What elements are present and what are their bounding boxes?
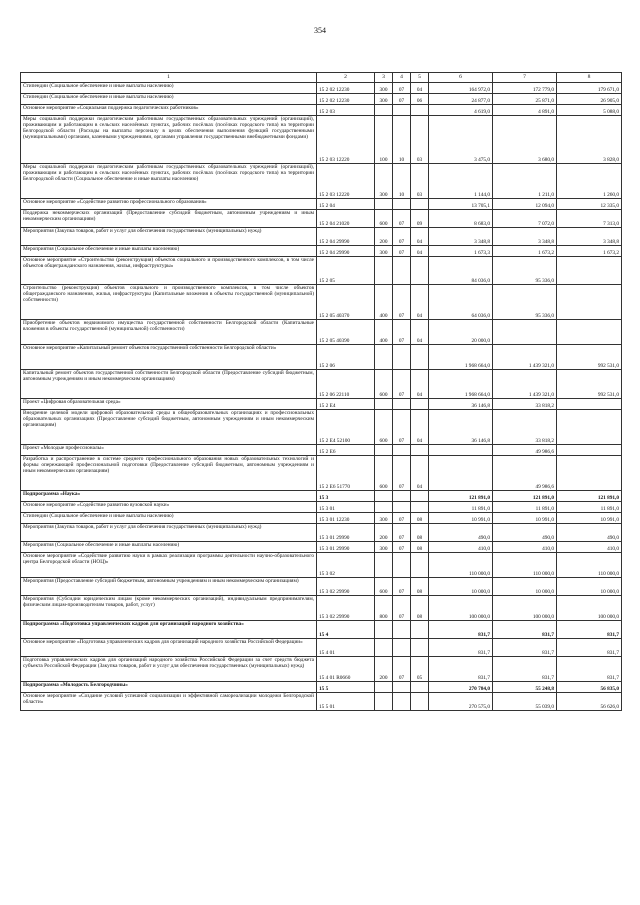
row-value-2023-cell: 410,0 xyxy=(557,542,622,553)
row-value-2022-cell: 1 439 321,0 xyxy=(493,345,557,370)
row-col3-cell: 600 xyxy=(375,410,393,445)
row-value-2022-cell: 55 039,0 xyxy=(493,693,557,711)
row-name-cell: Мероприятия (Социальное обеспечение и иные выплаты населению) xyxy=(21,246,317,257)
table-row xyxy=(21,445,622,456)
header-cell: 5 xyxy=(411,73,429,83)
row-name-cell: Основное мероприятие «Капитальный ремонт объектов государственной собственности Белгородской области» xyxy=(21,345,317,370)
row-value-2021-cell: 121 891,0 xyxy=(429,491,493,502)
row-code-cell: 15 2 06 xyxy=(317,345,375,370)
row-value-2022-cell: 95 336,0 xyxy=(493,257,557,285)
row-value-2023-cell: 56 835,0 xyxy=(557,682,622,693)
row-code-cell: 15 2 03 12220 xyxy=(317,164,375,199)
row-col5-cell: 03 xyxy=(411,164,429,199)
row-code-cell: 15 2 E6 xyxy=(317,445,375,456)
row-col5-cell: 08 xyxy=(411,524,429,542)
row-value-2021-cell: 410,0 xyxy=(429,542,493,553)
table-row xyxy=(21,285,622,320)
table-row xyxy=(21,621,622,639)
row-value-2022-cell: 172 779,0 xyxy=(493,83,557,94)
row-value-2022-cell: 4 891,0 xyxy=(493,105,557,116)
row-name-cell: Основное мероприятие «Содействие развитию вузовской науки» xyxy=(21,502,317,513)
row-col3-cell xyxy=(375,553,393,578)
row-value-2022-cell: 10 991,0 xyxy=(493,513,557,524)
row-value-2023-cell xyxy=(557,285,622,320)
row-value-2022-cell: 831,7 xyxy=(493,639,557,657)
row-col4-cell: 07 xyxy=(393,410,411,445)
row-col4-cell: 07 xyxy=(393,228,411,246)
row-value-2021-cell: 24 877,0 xyxy=(429,94,493,105)
row-col4-cell: 07 xyxy=(393,285,411,320)
table-row xyxy=(21,399,622,410)
row-col3-cell: 200 xyxy=(375,524,393,542)
header-cell: 8 xyxy=(557,73,622,83)
row-value-2023-cell: 100 000,0 xyxy=(557,596,622,621)
header-cell: 6 xyxy=(429,73,493,83)
row-value-2023-cell: 56 626,0 xyxy=(557,693,622,711)
row-col3-cell: 300 xyxy=(375,513,393,524)
row-name-cell: Мероприятия (Закупка товаров, работ и услуг для обеспечения государственных (муниципальных) нужд) xyxy=(21,228,317,246)
row-col5-cell: 08 xyxy=(411,578,429,596)
table-row xyxy=(21,257,622,285)
table-row xyxy=(21,578,622,596)
row-value-2021-cell: 831,7 xyxy=(429,657,493,682)
row-value-2021-cell: 20 000,0 xyxy=(429,320,493,345)
row-value-2022-cell: 100 000,0 xyxy=(493,596,557,621)
row-value-2021-cell: 84 036,0 xyxy=(429,257,493,285)
row-name-cell: Основное мероприятие «Социальная поддержка педагогических работников» xyxy=(21,105,317,116)
row-name-cell: Разработка и распространение в системе среднего профессионального образования новых образовательных технологий и формы опережающей профессиональной подготовки (Предоставление субсидий бюджетным, автономным учреждениям и иным некоммерческим организациям) xyxy=(21,456,317,491)
row-name-cell: Строительство (реконструкция) объектов социального и производственного комплексов, в том числе объектов общегражданского назначения, жилья, инфраструктуры (Капитальные вложения в объекты государственной (муниципальной) собственности) xyxy=(21,285,317,320)
row-value-2023-cell: 1 260,0 xyxy=(557,164,622,199)
row-name-cell: Основное мероприятие «Подготовка управленческих кадров для организаций народного хозяйства Российской Федерации» xyxy=(21,639,317,657)
row-value-2021-cell: 270 784,0 xyxy=(429,682,493,693)
row-code-cell: 15 3 02 xyxy=(317,553,375,578)
row-col5-cell: 08 xyxy=(411,542,429,553)
row-code-cell: 15 2 04 29990 xyxy=(317,228,375,246)
row-value-2021-cell: 64 036,0 xyxy=(429,285,493,320)
header-cell: 7 xyxy=(493,73,557,83)
row-col4-cell xyxy=(393,105,411,116)
table-row xyxy=(21,682,622,693)
table-row xyxy=(21,513,622,524)
row-name-cell: Меры социальной поддержки педагогическим работникам государственных образовательных учреждений (организаций), проживающим и работающим в сельских населённых пунктах, рабочих посёлках (посёлках городского типа) на территории Белгородской области (Расходы на выплаты персоналу в целях обеспечения выполнения функций государственными (муниципальными) органами, казенными учреждениями, органами управления государственными внебюджетными фондами) xyxy=(21,116,317,164)
row-value-2021-cell: 164 972,0 xyxy=(429,83,493,94)
row-name-cell: Приобретение объектов недвижимого имущества государственной собственности Белгородской области (Капитальные вложения в объекты государственной (муниципальной) собственности) xyxy=(21,320,317,345)
row-code-cell: 15 2 02 12230 xyxy=(317,83,375,94)
row-col5-cell: 09 xyxy=(411,210,429,228)
table-row xyxy=(21,370,622,399)
table-row xyxy=(21,639,622,657)
row-value-2022-cell: 33 818,2 xyxy=(493,410,557,445)
row-name-cell: Стипендии (Социальное обеспечение и иные выплаты населению) xyxy=(21,513,317,524)
row-name-cell: Капитальный ремонт объектов государственной собственности Белгородской области (Предоставление субсидий бюджетным, автономным учреждениям и иным некоммерческим организациям) xyxy=(21,370,317,399)
row-value-2021-cell: 10 000,0 xyxy=(429,578,493,596)
row-col5-cell: 04 xyxy=(411,285,429,320)
table-row xyxy=(21,83,622,94)
table-row xyxy=(21,345,622,370)
row-value-2022-cell: 831,7 xyxy=(493,657,557,682)
row-col3-cell: 200 xyxy=(375,228,393,246)
row-col5-cell xyxy=(411,682,429,693)
row-col5-cell: 04 xyxy=(411,320,429,345)
row-value-2021-cell: 36 146,8 xyxy=(429,410,493,445)
row-col4-cell: 10 xyxy=(393,116,411,164)
row-value-2023-cell: 110 000,0 xyxy=(557,553,622,578)
row-col4-cell: 07 xyxy=(393,320,411,345)
row-col3-cell xyxy=(375,257,393,285)
row-name-cell: Основное мероприятие «Содействие развитию профессионального образования» xyxy=(21,199,317,210)
row-value-2021-cell: 1 144,0 xyxy=(429,164,493,199)
row-code-cell: 15 2 04 21020 xyxy=(317,210,375,228)
row-col4-cell: 07 xyxy=(393,246,411,257)
row-col5-cell: 06 xyxy=(411,94,429,105)
header-cell: 1 xyxy=(21,73,317,83)
row-code-cell: 15 2 05 40390 xyxy=(317,320,375,345)
row-value-2023-cell: 831,7 xyxy=(557,621,622,639)
row-col5-cell xyxy=(411,105,429,116)
row-col5-cell: 04 xyxy=(411,370,429,399)
row-col5-cell xyxy=(411,199,429,210)
row-col3-cell xyxy=(375,621,393,639)
row-value-2023-cell: 3 828,0 xyxy=(557,116,622,164)
row-col3-cell xyxy=(375,445,393,456)
row-col4-cell: 07 xyxy=(393,578,411,596)
table-row xyxy=(21,491,622,502)
row-value-2022-cell: 121 891,0 xyxy=(493,491,557,502)
row-col5-cell xyxy=(411,502,429,513)
row-code-cell: 15 2 03 xyxy=(317,105,375,116)
row-col3-cell xyxy=(375,199,393,210)
row-code-cell: 15 2 E4 52100 xyxy=(317,410,375,445)
row-value-2023-cell: 12 335,0 xyxy=(557,199,622,210)
row-col4-cell xyxy=(393,553,411,578)
row-col5-cell: 04 xyxy=(411,228,429,246)
row-code-cell: 15 4 xyxy=(317,621,375,639)
row-name-cell: Меры социальной поддержки педагогическим работникам государственных образовательных учреждений (организаций), проживающим и работающим в сельских населённых пунктах, рабочих посёлках (посёлках городского типа) на территории Белгородской области (Социальное обеспечение и иные выплаты населению) xyxy=(21,164,317,199)
row-value-2023-cell xyxy=(557,410,622,445)
row-code-cell: 15 2 02 12230 xyxy=(317,94,375,105)
row-col5-cell xyxy=(411,491,429,502)
table-row xyxy=(21,596,622,621)
row-col4-cell: 07 xyxy=(393,524,411,542)
row-col3-cell xyxy=(375,502,393,513)
row-code-cell: 15 2 04 29990 xyxy=(317,246,375,257)
row-col4-cell xyxy=(393,639,411,657)
row-value-2022-cell: 1 211,0 xyxy=(493,164,557,199)
row-col5-cell xyxy=(411,553,429,578)
row-col3-cell: 300 xyxy=(375,164,393,199)
row-value-2022-cell: 49 986,6 xyxy=(493,456,557,491)
row-code-cell: 15 2 05 xyxy=(317,257,375,285)
table-row xyxy=(21,553,622,578)
row-col3-cell xyxy=(375,105,393,116)
row-value-2022-cell: 490,0 xyxy=(493,524,557,542)
row-col4-cell xyxy=(393,257,411,285)
row-value-2021-cell: 831,7 xyxy=(429,621,493,639)
row-value-2022-cell: 410,0 xyxy=(493,542,557,553)
row-col3-cell: 300 xyxy=(375,542,393,553)
row-col3-cell: 100 xyxy=(375,116,393,164)
row-value-2022-cell: 3 680,0 xyxy=(493,116,557,164)
row-value-2023-cell: 179 671,0 xyxy=(557,83,622,94)
row-code-cell: 15 3 01 12230 xyxy=(317,513,375,524)
table-row xyxy=(21,228,622,246)
row-col4-cell xyxy=(393,682,411,693)
row-col4-cell xyxy=(393,445,411,456)
row-col3-cell: 200 xyxy=(375,657,393,682)
row-code-cell: 15 5 01 xyxy=(317,693,375,711)
row-value-2021-cell: 490,0 xyxy=(429,524,493,542)
row-code-cell: 15 3 02 29990 xyxy=(317,578,375,596)
row-col4-cell: 07 xyxy=(393,370,411,399)
row-name-cell: Стипендии (Социальное обеспечение и иные выплаты населению) xyxy=(21,94,317,105)
row-col3-cell xyxy=(375,345,393,370)
row-col4-cell xyxy=(393,693,411,711)
row-col3-cell: 600 xyxy=(375,210,393,228)
row-value-2022-cell: 831,7 xyxy=(493,621,557,639)
header-cell: 2 xyxy=(317,73,375,83)
row-name-cell: Подготовка управленческих кадров для организаций народного хозяйства Российской Федерации за счет средств бюджета субъекта Российской Федерации (Закупка товаров, работ и услуг для обеспечения государственных (муниципальных) нужд) xyxy=(21,657,317,682)
table-row xyxy=(21,410,622,445)
table-row xyxy=(21,199,622,210)
row-value-2021-cell: 100 000,0 xyxy=(429,596,493,621)
row-col3-cell xyxy=(375,639,393,657)
row-value-2021-cell: 8 683,0 xyxy=(429,210,493,228)
row-value-2022-cell: 10 000,0 xyxy=(493,578,557,596)
row-col4-cell xyxy=(393,621,411,639)
row-col5-cell xyxy=(411,345,429,370)
table-row xyxy=(21,657,622,682)
row-col5-cell: 04 xyxy=(411,83,429,94)
table-row xyxy=(21,210,622,228)
row-name-cell: Стипендии (Социальное обеспечение и иные выплаты населению) xyxy=(21,83,317,94)
row-col4-cell: 07 xyxy=(393,657,411,682)
row-value-2023-cell: 121 891,0 xyxy=(557,491,622,502)
row-col5-cell xyxy=(411,693,429,711)
row-col3-cell: 300 xyxy=(375,94,393,105)
row-col5-cell: 04 xyxy=(411,410,429,445)
row-code-cell: 15 2 05 40370 xyxy=(317,285,375,320)
row-value-2021-cell: 1 673,3 xyxy=(429,246,493,257)
table-header-row xyxy=(21,73,622,83)
row-col4-cell: 07 xyxy=(393,210,411,228)
table-row xyxy=(21,693,622,711)
table-row xyxy=(21,246,622,257)
row-name-cell: Внедрение целевой модели цифровой образовательной среды в общеобразовательных организациях и профессиональных образовательных организациях (Предоставление субсидий бюджетным, автономным учреждениям и иным некоммерческим организациям) xyxy=(21,410,317,445)
row-value-2022-cell xyxy=(493,320,557,345)
row-value-2023-cell: 10 991,0 xyxy=(557,513,622,524)
row-value-2021-cell: 3 348,8 xyxy=(429,228,493,246)
row-value-2022-cell: 55 248,8 xyxy=(493,682,557,693)
row-col4-cell: 07 xyxy=(393,94,411,105)
table-row xyxy=(21,116,622,164)
row-code-cell: 15 2 03 12220 xyxy=(317,116,375,164)
row-value-2022-cell: 12 094,0 xyxy=(493,199,557,210)
table-row xyxy=(21,320,622,345)
row-value-2021-cell: 1 968 664,0 xyxy=(429,370,493,399)
row-name-cell: Мероприятия (Субсидии юридическим лицам (кроме некоммерческих организаций), индивидуальным предпринимателям, физическим лицам-производителям товаров, работ, услуг) xyxy=(21,596,317,621)
row-code-cell: 15 3 01 29990 xyxy=(317,524,375,542)
row-value-2023-cell xyxy=(557,456,622,491)
row-col3-cell: 600 xyxy=(375,578,393,596)
row-col5-cell: 08 xyxy=(411,596,429,621)
row-col4-cell: 10 xyxy=(393,164,411,199)
row-code-cell: 15 2 04 xyxy=(317,199,375,210)
row-value-2022-cell: 33 818,2 xyxy=(493,399,557,410)
table-row xyxy=(21,542,622,553)
row-code-cell: 15 4 01 R0660 xyxy=(317,657,375,682)
table-row xyxy=(21,94,622,105)
row-value-2023-cell: 7 313,0 xyxy=(557,210,622,228)
row-value-2021-cell: 4 619,0 xyxy=(429,105,493,116)
row-col3-cell xyxy=(375,399,393,410)
row-code-cell: 15 2 E6 51770 xyxy=(317,456,375,491)
row-col3-cell: 600 xyxy=(375,456,393,491)
row-col4-cell xyxy=(393,345,411,370)
row-value-2023-cell: 5 088,0 xyxy=(557,105,622,116)
row-code-cell: 15 4 01 xyxy=(317,639,375,657)
row-code-cell: 15 3 xyxy=(317,491,375,502)
table-row xyxy=(21,524,622,542)
row-col4-cell xyxy=(393,399,411,410)
row-value-2023-cell: 10 000,0 xyxy=(557,578,622,596)
row-value-2023-cell: 3 348,8 xyxy=(557,228,622,246)
row-col3-cell: 400 xyxy=(375,320,393,345)
row-value-2022-cell: 7 072,0 xyxy=(493,210,557,228)
row-value-2023-cell: 831,7 xyxy=(557,657,622,682)
row-name-cell: Мероприятия (Предоставление субсидий бюджетным, автономным учреждениям и иным некоммерческим организациям) xyxy=(21,578,317,596)
header-cell: 3 xyxy=(375,73,393,83)
row-name-cell: Мероприятия (Закупка товаров, работ и услуг для обеспечения государственных (муниципальных) нужд) xyxy=(21,524,317,542)
row-col4-cell: 07 xyxy=(393,513,411,524)
row-value-2021-cell: 270 575,0 xyxy=(429,693,493,711)
row-value-2021-cell: 10 991,0 xyxy=(429,513,493,524)
row-code-cell: 15 3 01 xyxy=(317,502,375,513)
row-col4-cell: 07 xyxy=(393,83,411,94)
row-name-cell: Подпрограмма «Молодость Белгородчины» xyxy=(21,682,317,693)
row-value-2023-cell: 26 905,0 xyxy=(557,94,622,105)
row-col5-cell xyxy=(411,445,429,456)
row-name-cell: Проект «Цифровая образовательная среда» xyxy=(21,399,317,410)
row-code-cell: 15 2 E4 xyxy=(317,399,375,410)
row-value-2021-cell: 36 146,8 xyxy=(429,399,493,410)
row-value-2022-cell: 1 439 321,0 xyxy=(493,370,557,399)
row-value-2021-cell: 13 705,1 xyxy=(429,199,493,210)
row-value-2022-cell: 3 348,8 xyxy=(493,228,557,246)
row-value-2023-cell: 831,7 xyxy=(557,639,622,657)
table-row xyxy=(21,456,622,491)
row-name-cell: Подпрограмма «Подготовка управленческих кадров для организаций народного хозяйства» xyxy=(21,621,317,639)
row-col5-cell: 03 xyxy=(411,116,429,164)
row-value-2023-cell xyxy=(557,257,622,285)
row-col3-cell xyxy=(375,693,393,711)
row-col5-cell: 08 xyxy=(411,513,429,524)
row-name-cell: Основное мероприятие «Строительство (реконструкция) объектов социального и производственного комплексов, в том числе объектов общегражданского назначения, жилья, инфраструктуры» xyxy=(21,257,317,285)
row-value-2022-cell: 11 891,0 xyxy=(493,502,557,513)
row-value-2021-cell: 1 968 664,0 xyxy=(429,345,493,370)
row-value-2023-cell xyxy=(557,399,622,410)
row-name-cell: Основное мероприятие «Создание условий успешной социализации и эффективной самореализации молодежи Белгородской области» xyxy=(21,693,317,711)
row-code-cell: 15 5 xyxy=(317,682,375,693)
row-col3-cell: 400 xyxy=(375,285,393,320)
row-col3-cell xyxy=(375,491,393,502)
row-value-2023-cell xyxy=(557,445,622,456)
row-value-2022-cell: 110 000,0 xyxy=(493,553,557,578)
row-value-2023-cell: 490,0 xyxy=(557,524,622,542)
row-col5-cell: 04 xyxy=(411,246,429,257)
row-code-cell: 15 2 06 22110 xyxy=(317,370,375,399)
row-col3-cell xyxy=(375,682,393,693)
row-col3-cell: 800 xyxy=(375,596,393,621)
row-value-2023-cell xyxy=(557,320,622,345)
row-value-2023-cell: 11 891,0 xyxy=(557,502,622,513)
row-value-2022-cell: 95 336,0 xyxy=(493,285,557,320)
table-row xyxy=(21,502,622,513)
row-col5-cell xyxy=(411,399,429,410)
row-col5-cell: 04 xyxy=(411,456,429,491)
row-value-2023-cell: 992 531,0 xyxy=(557,345,622,370)
row-value-2022-cell: 49 986,6 xyxy=(493,445,557,456)
table-row xyxy=(21,164,622,199)
row-name-cell: Основное мероприятие «Содействие развитию науки в рамках реализации программы деятельности научно-образовательного центра Белгородской области (НОЦ)» xyxy=(21,553,317,578)
row-col5-cell xyxy=(411,621,429,639)
row-col3-cell: 300 xyxy=(375,83,393,94)
row-col4-cell xyxy=(393,199,411,210)
row-code-cell: 15 3 02 29990 xyxy=(317,596,375,621)
row-col5-cell xyxy=(411,257,429,285)
row-col3-cell: 600 xyxy=(375,370,393,399)
row-value-2021-cell xyxy=(429,445,493,456)
row-value-2021-cell xyxy=(429,456,493,491)
row-col4-cell: 07 xyxy=(393,542,411,553)
row-col4-cell: 07 xyxy=(393,456,411,491)
row-col5-cell xyxy=(411,639,429,657)
budget-table xyxy=(20,72,622,711)
row-col5-cell: 05 xyxy=(411,657,429,682)
page-number: 354 xyxy=(314,26,326,35)
row-value-2021-cell: 11 891,0 xyxy=(429,502,493,513)
row-col3-cell: 300 xyxy=(375,246,393,257)
header-cell: 4 xyxy=(393,73,411,83)
row-col4-cell xyxy=(393,502,411,513)
row-value-2021-cell: 110 000,0 xyxy=(429,553,493,578)
row-col4-cell xyxy=(393,491,411,502)
row-value-2022-cell: 1 673,2 xyxy=(493,246,557,257)
row-col4-cell: 07 xyxy=(393,596,411,621)
row-value-2021-cell: 831,7 xyxy=(429,639,493,657)
row-value-2021-cell: 3 475,0 xyxy=(429,116,493,164)
row-value-2023-cell: 1 673,2 xyxy=(557,246,622,257)
row-value-2023-cell: 992 531,0 xyxy=(557,370,622,399)
table-row xyxy=(21,105,622,116)
row-name-cell: Мероприятия (Социальное обеспечение и иные выплаты населению) xyxy=(21,542,317,553)
row-name-cell: Подпрограмма «Наука» xyxy=(21,491,317,502)
row-code-cell: 15 3 01 29990 xyxy=(317,542,375,553)
row-value-2022-cell: 25 871,0 xyxy=(493,94,557,105)
row-name-cell: Проект «Молодые профессионалы» xyxy=(21,445,317,456)
row-name-cell: Поддержка некоммерческих организаций (Предоставление субсидий бюджетным, автономным учреждениям и иным некоммерческим организациям) xyxy=(21,210,317,228)
